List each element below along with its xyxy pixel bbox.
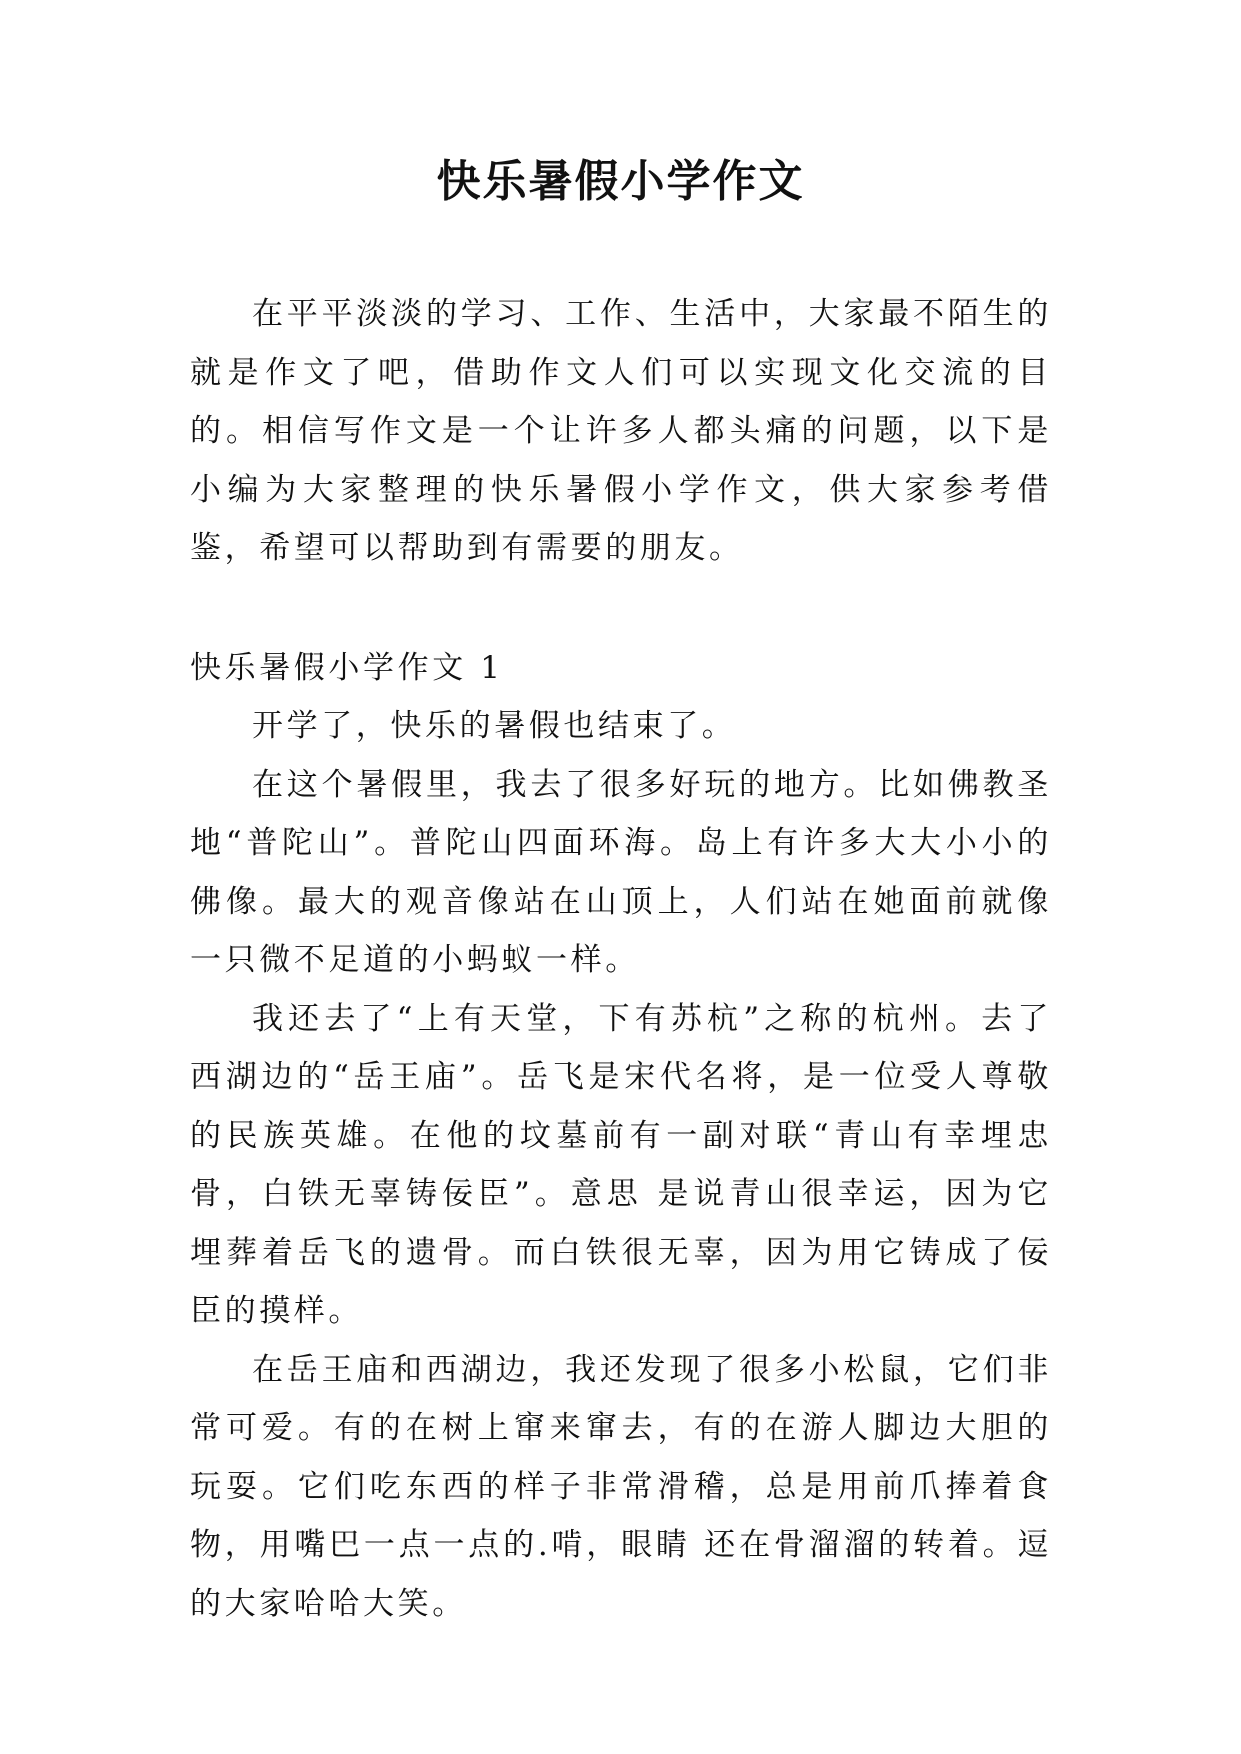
body-paragraph-3: 我还去了“上有天堂，下有苏杭”之称的杭州。去了西湖边的“岳王庙”。岳飞是宋代名将，是一位受人尊敬的民族英雄。在他的坟墓前有一副对联“青山有幸埋忠骨，白铁无辜铸佞臣”。意思 是说青山很幸运，因为它埋葬着岳飞的遗骨。而白铁很无辜，因为用它铸成了佞臣的摸样。 — [190, 1000, 1052, 1329]
body-paragraph-4: 在岳王庙和西湖边，我还发现了很多小松鼠，它们非常可爱。有的在树上窜来窜去，有的在游人脚边大胆的玩耍。它们吃东西的样子非常滑稽，总是用前爪捧着食物，用嘴巴一点一点的.啃，眼睛 还在骨溜溜的转着。逗的大家哈哈大笑。 — [190, 1351, 1052, 1622]
intro-paragraph: 在平平淡淡的学习、工作、生活中，大家最不陌生的就是作文了吧，借助作文人们可以实现文化交流的目的。相信写作文是一个让许多人都头痛的问题，以下是小编为大家整理的快乐暑假小学作文，供大家参考借鉴，希望可以帮助到有需要的朋友。 — [190, 296, 1052, 566]
section-heading: 快乐暑假小学作文 1 — [190, 649, 504, 686]
body-paragraph-2: 在这个暑假里，我去了很多好玩的地方。比如佛教圣地“普陀山”。普陀山四面环海。岛上有许多大大小小的佛像。最大的观音像站在山顶上，人们站在她面前就像一只微不足道的小蚂蚁一样。 — [190, 766, 1052, 978]
document-title: 快乐暑假小学作文 — [436, 156, 805, 207]
body-paragraph-1: 开学了，快乐的暑假也结束了。 — [252, 708, 737, 744]
document-body — [190, 285, 1052, 1633]
